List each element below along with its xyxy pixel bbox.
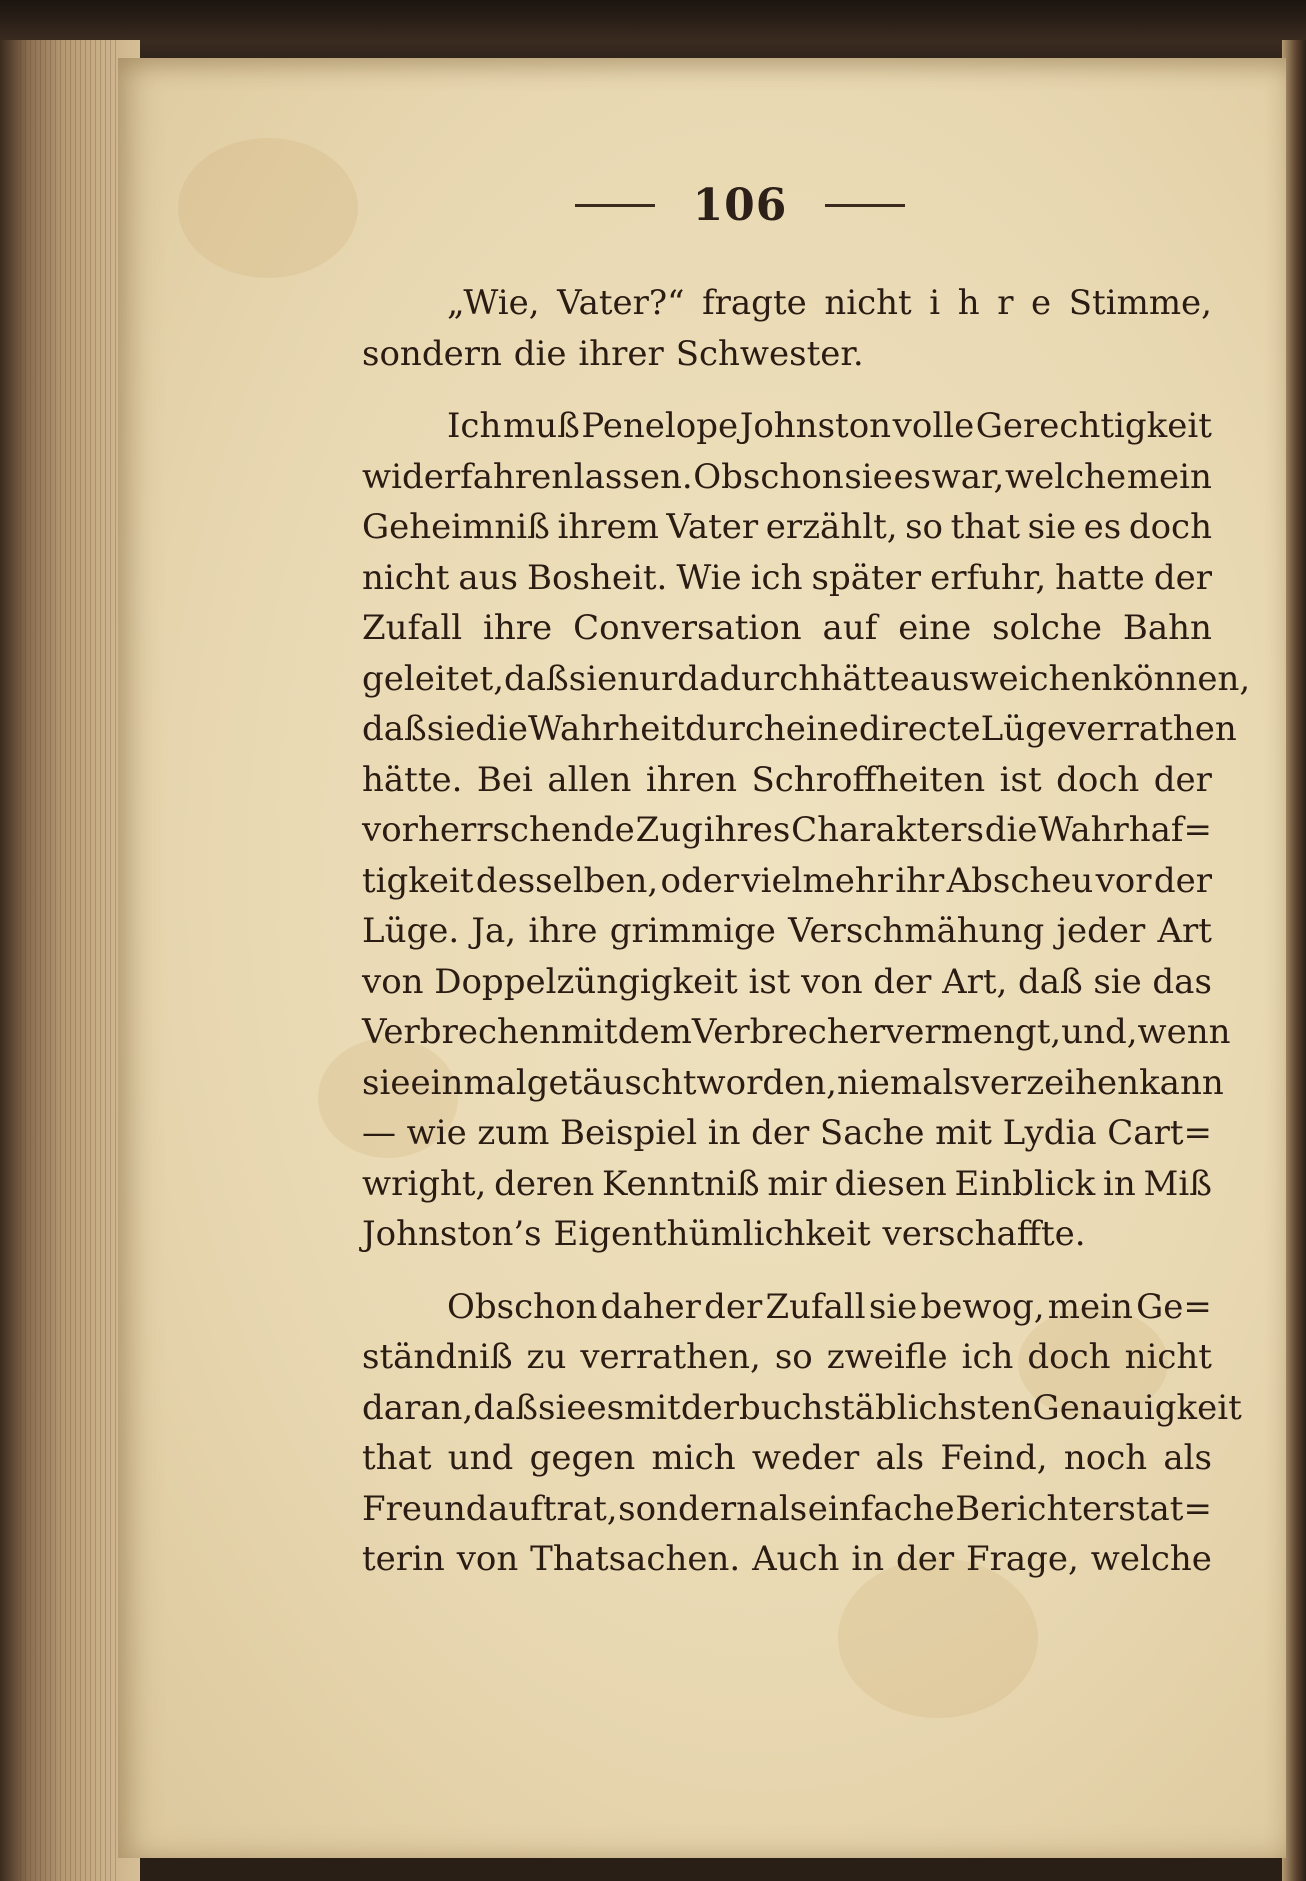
word: allen [547,759,632,800]
word: jeder [1056,911,1146,951]
word: erfuhr, [930,557,1047,598]
word: durch [684,709,786,749]
word: Einblick [954,1163,1096,1204]
word: widerfahren [362,456,574,497]
word: Zug [635,810,703,850]
word: verschaffte. [882,1214,1086,1254]
word: zum [477,1113,550,1153]
word: hätte [820,658,910,699]
word: von [362,961,424,1002]
word: der [1153,557,1212,598]
word: der [680,1387,739,1428]
word: später [811,557,922,598]
word: Gerechtigkeit [975,406,1212,446]
word: von [456,1539,519,1579]
word: daß [1017,961,1083,1002]
word: Ge= [1136,1286,1212,1327]
word: erzählt, [765,507,898,547]
paragraph-gap [362,1260,1212,1282]
word: lassen. [573,456,693,497]
word: Art [1157,911,1212,951]
word: niemals [836,1062,971,1103]
word: diesen [834,1163,947,1204]
word: vermengt, [885,1012,1062,1052]
text-line [362,1282,1212,1333]
word: zweifle [826,1337,948,1377]
word: tigkeit [362,860,474,901]
word: doch [1027,1337,1111,1377]
word: eine [785,709,859,749]
word: Johnston [739,406,892,446]
text-line [362,329,1212,380]
word: so [774,1337,813,1377]
word: muß [502,406,580,446]
word: Feind, [940,1438,1048,1478]
word: Verbrechen [362,1012,561,1052]
word: der [1153,860,1212,901]
word: worden, [696,1062,837,1103]
paper-stain [178,138,358,278]
word: Ich [447,406,502,446]
text-line [362,1433,1212,1484]
word: sie [1027,507,1077,547]
word: einmal [410,1062,527,1103]
text-line [362,1058,1224,1109]
word: es [586,1387,625,1428]
word: ihres [703,810,791,850]
word: als [875,1438,925,1478]
word: der [704,1286,763,1327]
word: in [707,1113,741,1153]
word: Vater [666,507,759,547]
text-line [362,502,1212,553]
word: e [1031,283,1052,323]
word: der [896,1539,955,1579]
word: mein [1126,456,1212,497]
word: sie [362,1062,411,1103]
word: sie [538,1387,587,1428]
word: daß [362,709,427,749]
text-line [362,452,1212,503]
text-line [362,1108,1212,1159]
word: Stimme, [1068,283,1212,323]
word: ich [961,1337,1014,1377]
word: als [1163,1438,1212,1478]
text-line [362,755,1212,806]
word: Bahn [1122,608,1212,648]
text-line [362,401,1212,452]
word: ihr [895,860,945,901]
word: „Wie, [447,283,540,323]
text-line [362,1484,1212,1535]
word: — [362,1113,396,1153]
word: die [513,333,567,374]
word: Wahrhaf= [1038,810,1212,850]
word: in [1102,1163,1136,1204]
word: auftrat, [488,1488,618,1529]
word: Art, [942,961,1008,1002]
word: Wahrheit [527,709,685,749]
text-line [362,654,1251,705]
word: zu [526,1337,567,1377]
word: buchstäblichsten [738,1387,1033,1428]
word: geleitet, [362,658,505,699]
word: können, [1112,658,1251,699]
word: daß [473,1387,539,1428]
word: dem [617,1012,692,1052]
word: fragte [702,283,807,323]
word: Schroffheiten [751,759,986,800]
text-line [362,603,1212,654]
word: Schwester. [675,333,864,374]
word: bewog, [920,1286,1045,1327]
word: Ja, [471,911,517,951]
word: ihrem [557,507,659,547]
word: daß [504,658,569,699]
word: Berichterstat= [955,1488,1212,1529]
word: Eigenthümlichkeit [553,1214,871,1254]
word: dadurch [677,658,821,699]
word: Kenntniß [602,1163,760,1204]
word: Genauigkeit [1032,1387,1242,1428]
word: war, [931,456,1005,497]
word: Obschon [693,456,844,497]
word: Thatsachen. [530,1539,741,1579]
word: ihrer [578,333,664,374]
word: verrathen [1067,709,1237,749]
word: es [893,456,932,497]
word: i [929,283,941,323]
word: hätte. [362,759,463,800]
word: Abscheu [946,860,1094,901]
word: welche [1005,456,1127,497]
text-line [362,805,1212,856]
word: volle [892,406,975,446]
header-rule-right [825,204,905,207]
text-line [362,906,1212,957]
word: grimmige [609,911,776,951]
word: that [362,1438,432,1478]
text-line [362,1534,1212,1585]
word: auf [822,608,878,648]
word: nur [617,658,678,699]
word: Doppelzüngigkeit [434,961,738,1002]
word: Bosheit. [527,557,668,598]
word: Conversation [573,608,802,648]
text-line [362,957,1212,1008]
word: ist [999,759,1042,800]
word: wright, [362,1163,487,1204]
word: aus [458,557,519,598]
word: der [751,1113,810,1153]
word: eine [898,608,972,648]
word: Verbrecher [691,1012,886,1052]
paragraph-gap [362,379,1212,401]
word: doch [1128,507,1212,547]
word: Charakters [791,810,984,850]
word: die [475,709,528,749]
text-line [362,1332,1212,1383]
word: nicht [824,283,912,323]
word: desselben, [475,860,659,901]
word: verrathen, [580,1337,761,1377]
page-number: 106 [692,179,788,231]
word: ist [748,961,791,1002]
word: Wie [676,557,742,598]
word: in [851,1539,885,1579]
word: that [950,507,1021,547]
word: h [957,283,980,323]
word: daran, [362,1387,474,1428]
word: getäuscht [526,1062,697,1103]
word: terin [362,1539,445,1579]
word: sondern [618,1488,758,1529]
word: hatte [1055,557,1145,598]
text-line [362,704,1237,755]
word: Vater?“ [557,283,685,323]
word: wie [406,1113,467,1153]
text-line [362,1383,1242,1434]
word: die [984,810,1038,850]
word: ihre [528,911,598,951]
word: das [1152,961,1212,1002]
word: Johnston’s [362,1214,542,1254]
word: von [801,961,863,1002]
word: vor [1095,860,1152,901]
word: mich [651,1438,736,1478]
word: welche [1090,1539,1212,1579]
text-line [362,1159,1212,1210]
word: nicht [1124,1337,1212,1377]
header-rule-left [575,204,655,207]
word: sie [426,709,476,749]
word: sie [568,658,618,699]
word: Penelope [581,406,739,446]
word: r [997,283,1014,323]
page-header [500,175,980,235]
word: mit [560,1012,618,1052]
word: Verschmähung [788,911,1045,951]
word: Cart= [1107,1113,1212,1153]
word: ich [750,557,803,598]
word: vorherrschende [362,810,635,850]
text-line [362,1007,1231,1058]
word: Bei [476,759,533,800]
word: Beispiel [560,1113,698,1153]
word: deren [494,1163,595,1204]
word: als [758,1488,808,1529]
word: directe [858,709,981,749]
word: und, [1061,1012,1138,1052]
word: einfache [807,1488,955,1529]
word: mein [1047,1286,1133,1327]
word: Lydia [1002,1113,1097,1153]
word: Zufall [765,1286,866,1327]
word: verzeihen [970,1062,1140,1103]
word: mit [935,1113,992,1153]
text-line [362,278,1212,329]
word: mit [624,1387,681,1428]
word: Lüge. [362,911,460,951]
body-text [362,278,1251,1585]
word: sie [868,1286,918,1327]
word: mir [767,1163,827,1204]
word: so [905,507,944,547]
word: Auch [752,1539,840,1579]
word: gegen [529,1438,636,1478]
word: Lüge [980,709,1068,749]
word: sondern [362,333,502,374]
word: kann [1139,1062,1224,1103]
word: daher [600,1286,701,1327]
word: noch [1063,1438,1148,1478]
text-line [362,1209,1212,1260]
word: Obschon [447,1286,598,1327]
text-line [362,856,1212,907]
word: Frage, [966,1539,1079,1579]
word: weder [751,1438,860,1478]
word: oder [660,860,740,901]
word: wenn [1137,1012,1231,1052]
word: sie [844,456,893,497]
word: nicht [362,557,450,598]
word: Freund [362,1488,488,1529]
word: doch [1056,759,1140,800]
word: ihren [645,759,737,800]
word: solche [992,608,1102,648]
word: der [873,961,932,1002]
word: Geheimniß [362,507,550,547]
word: sie [1093,961,1142,1002]
text-line [362,553,1212,604]
word: Miß [1143,1163,1212,1204]
word: der [1153,759,1212,800]
word: Sache [819,1113,925,1153]
word: ausweichen [909,658,1113,699]
word: es [1083,507,1122,547]
word: und [447,1438,514,1478]
word: vielmehr [741,860,893,901]
word: ständniß [362,1337,513,1377]
word: Zufall [362,608,463,648]
word: ihre [483,608,553,648]
